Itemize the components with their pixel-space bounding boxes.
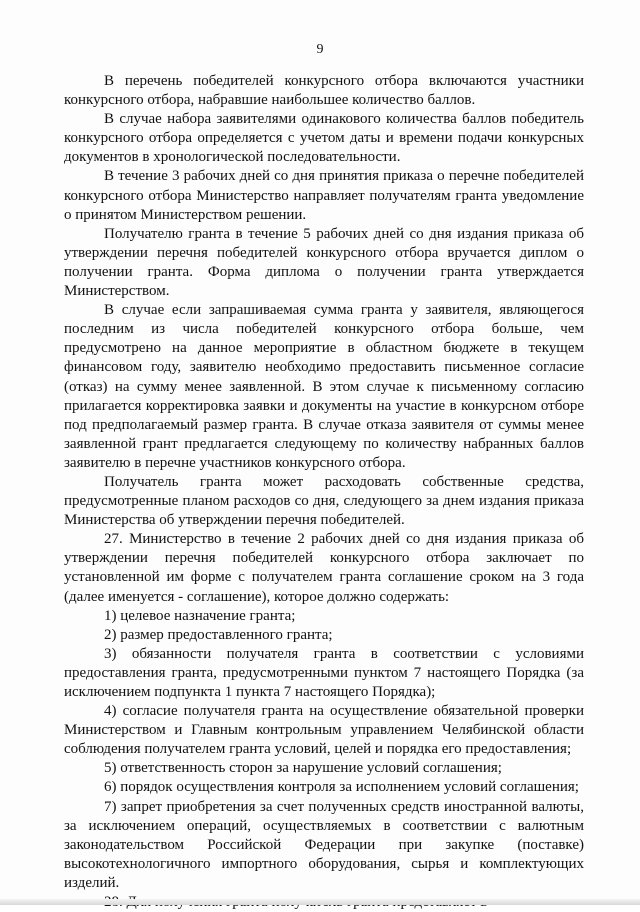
list-item-5: 5) ответственность сторон за нарушение условий соглашения; [104, 760, 502, 777]
document-body [64, 72, 584, 912]
list-item-2: 2) размер предоставленного гранта; [104, 626, 333, 643]
page-number: 9 [316, 42, 324, 57]
list-item-3: 3) обязанности получателя гранта в соответствии с условиями предоставления гранта, предусмотренными пунктом 7 настоящего Порядка (за исключением подпункта 1 пункта 7 настоящего Порядка); [64, 645, 584, 700]
paragraph-own-funds: Получатель гранта может расходовать собственные средства, предусмотренные планом расходов со дня, следующего за днем издания приказа Министерства об утверждении перечня победителей. [64, 473, 584, 529]
list-item-6: 6) порядок осуществления контроля за исполнением условий соглашения; [104, 779, 579, 796]
list-item-4: 4) согласие получателя гранта на осуществление обязательной проверки Министерством и Главным контрольным управлением Челябинской области соблюдения получателем гранта условий, целей и порядка его предоставления; [64, 703, 584, 758]
paragraph-notification: В течение 3 рабочих дней со дня принятия приказа о перечне победителей конкурсного отбора Министерство направляет получателям гранта уведомление о принятом Министерством решении. [64, 168, 584, 223]
paragraph-equal-score: В случае набора заявителями одинакового количества баллов победитель конкурсного отбора определяется с учетом даты и времени подачи конкурсных документов в хронологической последовательности. [64, 111, 584, 166]
paragraph-27-agreement: 27. Министерство в течение 2 рабочих дней со дня издания приказа об утверждении перечня победителей конкурсного отбора заключает по установленной им форме с получателем гранта соглашение сроком на 3 года (далее именуется - соглашение), которое должно содержать: [64, 531, 584, 605]
paragraph-diploma: Получателю гранта в течение 5 рабочих дней со дня издания приказа об утверждении перечня победителей конкурсного отбора вручается диплом о получении гранта. Форма диплома о получении гранта утверждается Министерством. [64, 225, 584, 300]
page-bottom-edge [0, 899, 640, 905]
list-item-7: 7) запрет приобретения за счет полученных средств иностранной валюты, за исключением операций, осуществляемых в соответствии с валютным законодательством Российской Федерации при закупке (поставке) высокотехнологичного импортного оборудования, сырья и комплектующих изделий. [64, 798, 584, 891]
paragraph-grant-amount: В случае если запрашиваемая сумма гранта у заявителя, являющегося последним из числа победителей конкурсного отбора больше, чем предусмотрено на данное мероприятие в областном бюджете в текущем финансовом году, заявителю необходимо предоставить письменное согласие (отказ) на сумму менее заявленной. В этом случае к письменному согласию прилагается корректировка заявки и документы на участие в конкурсном отборе под предполагаемый размер гранта. В случае отказа заявителя от суммы менее заявленной грант предлагается следующему по количеству набранных баллов заявителю в перечне участников конкурсного отбора. [64, 302, 584, 471]
list-item-1: 1) целевое назначение гранта; [104, 607, 296, 624]
paragraph-winners-list: В перечень победителей конкурсного отбора включаются участники конкурсного отбора, набравшие наибольшее количество баллов. [64, 73, 584, 109]
